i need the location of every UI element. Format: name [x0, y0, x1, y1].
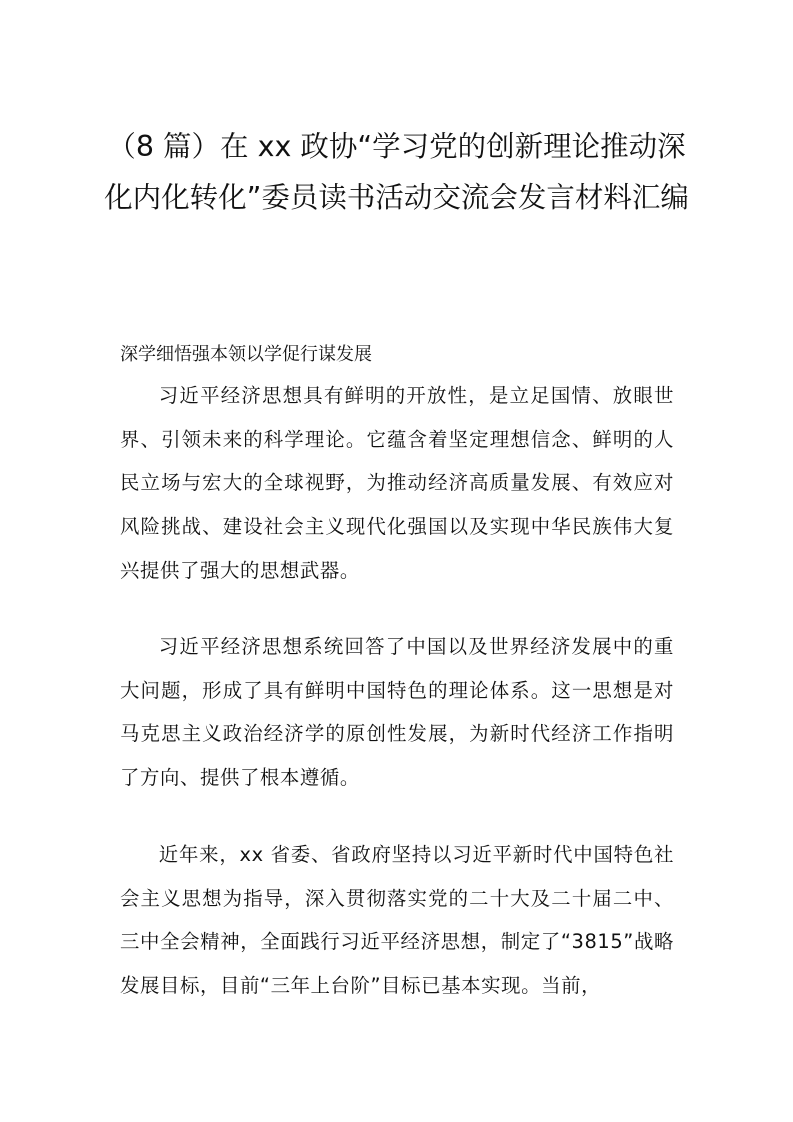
body-paragraph-3: 近年来，xx 省委、省政府坚持以习近平新时代中国特色社会主义思想为指导，深入贯彻落实党的二十大及二十届二中、三中全会精神，全面践行习近平经济思想，制定了“3815”战略发展目标，目前“三年上台阶”目标已基本实现。当前， [120, 843, 674, 998]
body-paragraph-2: 习近平经济思想系统回答了中国以及世界经济发展中的重大问题，形成了具有鲜明中国特色的理论体系。这一思想是对马克思主义政治经济学的原创性发展，为新时代经济工作指明了方向、提供了根本遵循。 [120, 635, 674, 790]
section-heading: 深学细悟强本领以学促行谋发展 [120, 344, 372, 365]
document-title: （8 篇）在 xx 政协“学习党的创新理论推动深化内化转化”委员读书活动交流会发言材料汇编 [104, 130, 689, 214]
body-paragraph-1: 习近平经济思想具有鲜明的开放性，是立足国情、放眼世界、引领未来的科学理论。它蕴含着坚定理想信念、鲜明的人民立场与宏大的全球视野，为推动经济高质量发展、有效应对风险挑战、建设社会主义现代化强国以及实现中华民族伟大复兴提供了强大的思想武器。 [120, 384, 674, 582]
